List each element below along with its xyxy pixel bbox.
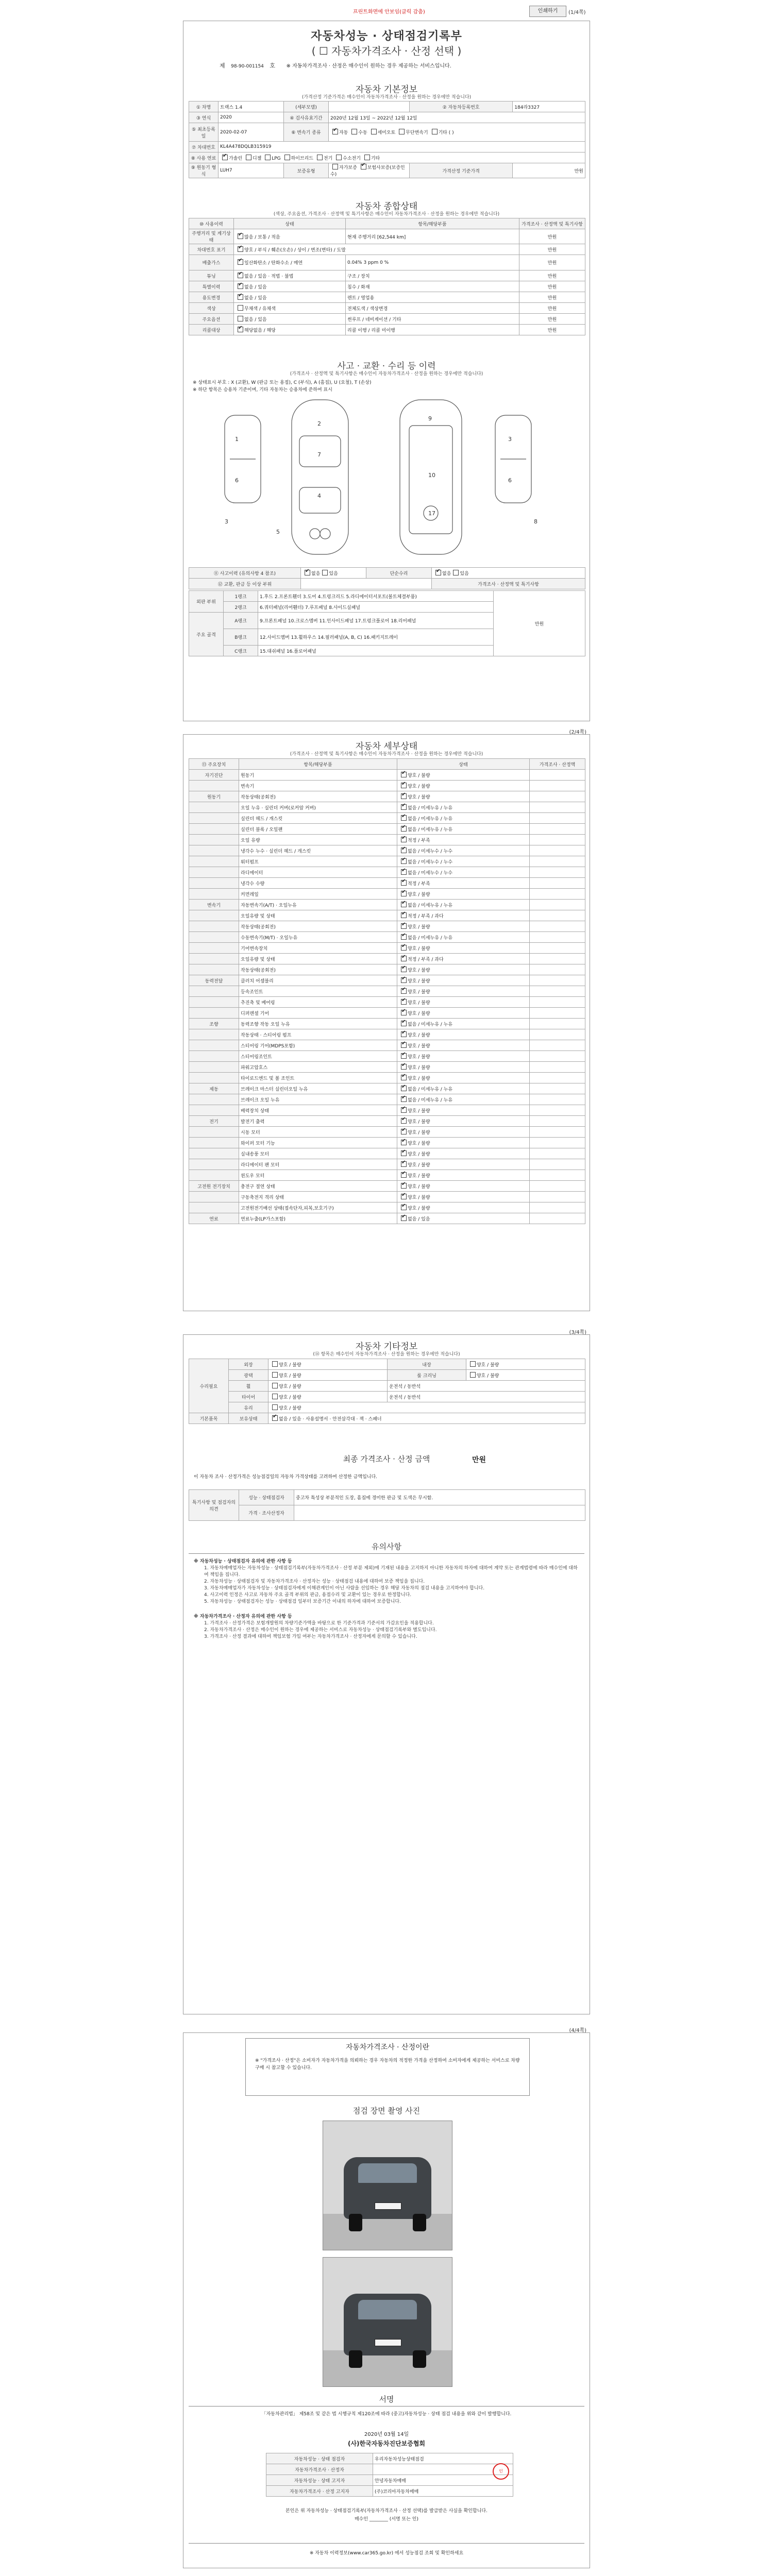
svg-text:17: 17 bbox=[428, 510, 435, 517]
status-checkbox[interactable] bbox=[401, 1107, 407, 1113]
signature-text: 「자동차관리법」 제58조 및 같은 법 시행규칙 제120조에 따라 (중고)자동차성능 · 상태 점검 내용을 위와 같이 발행합니다. bbox=[261, 2412, 512, 2417]
basic-info-table: ① 차명 트랙스 1.4 (세부모델) ② 자동차등록번호 184라3327 ③ 연식 2020 ④ 검사유효기간 2020년 12월 13일 ~ 2022년 12월 12일 ⑤ 최초등록일 2020-02-07 ⑥ 변속기 종류 ✔ 자동 수동 세미오토 무단변속기 기타 ( ) ⑦ 차대번호 KL4A478DQLB315919 ⑧ 사용 연료 ✔ 가솔린 디젤 LPG 하이브리드 전기 수소전기 기타 ⑨ 원동기 형식 LUH7 보증유형 자가보증 ✔ 보험사보증(보증인수) 가격산정 기준가격 만원 bbox=[189, 101, 585, 178]
transmission-options: ✔ 자동 수동 세미오토 무단변속기 기타 ( ) bbox=[329, 123, 585, 142]
svg-text:6: 6 bbox=[235, 477, 239, 484]
status-checkbox[interactable] bbox=[401, 1010, 407, 1015]
status-checkbox[interactable] bbox=[401, 1161, 407, 1167]
status-checkbox[interactable] bbox=[401, 837, 407, 842]
status-checkbox[interactable] bbox=[401, 1064, 407, 1070]
detail-row: 실린더 헤드 / 개스킷 ✔ 없음 / 미세누유 / 누유 bbox=[189, 813, 585, 824]
status-checkbox[interactable] bbox=[401, 804, 407, 810]
svg-text:6: 6 bbox=[508, 477, 512, 484]
detail-row: 원동기 작동상태(공회전) ✔ 양호 / 불량 bbox=[189, 791, 585, 802]
document-subtitle: ( ☐ 자동차가격조사 · 산정 선택 ) bbox=[311, 45, 462, 57]
status-checkbox[interactable] bbox=[401, 945, 407, 951]
status-checkbox[interactable] bbox=[401, 1096, 407, 1102]
detail-row: 라디에이터 팬 모터 ✔ 양호 / 불량 bbox=[189, 1159, 585, 1170]
detail-row: 냉각수 누수 · 실린더 헤드 / 개스킷 ✔ 없음 / 미세누수 / 누수 bbox=[189, 845, 585, 856]
status-checkbox[interactable] bbox=[401, 1031, 407, 1037]
price-service-box: 자동차가격조사 · 산정이란 ※ "가격조사 · 산정"은 소비자가 자동차가격을 의뢰하는 경우 자동차의 적정한 가격을 산정하여 소비자에게 제공하는 서비스로 차량 구매 시 참고할 수 있습니다. bbox=[245, 2038, 530, 2096]
signature-title: 서명 bbox=[379, 2395, 394, 2404]
detail-row: 오일유량 및 상태 ✔ 적정 / 부족 / 과다 bbox=[189, 910, 585, 921]
status-checkbox[interactable] bbox=[401, 967, 407, 972]
page-1 bbox=[183, 21, 590, 721]
car-diagram-svg bbox=[214, 395, 560, 560]
detail-row: 연료 연료누출(LP가스포함) ✔ 없음 / 있음 bbox=[189, 1213, 585, 1224]
other-info-title: 자동차 기타정보 bbox=[355, 1342, 418, 1352]
status-checkbox[interactable] bbox=[401, 1118, 407, 1124]
status-checkbox[interactable] bbox=[401, 880, 407, 886]
detail-row: 커먼레일 ✔ 양호 / 불량 bbox=[189, 889, 585, 900]
buyer-sign: 매수인 ________ (서명 또는 인) bbox=[354, 2517, 419, 2522]
status-checkbox[interactable] bbox=[401, 912, 407, 918]
status-checkbox[interactable] bbox=[401, 999, 407, 1005]
svg-text:8: 8 bbox=[534, 518, 537, 525]
status-checkbox[interactable] bbox=[401, 1150, 407, 1156]
svg-text:1: 1 bbox=[235, 436, 239, 443]
status-checkbox[interactable] bbox=[401, 1042, 407, 1048]
inspection-photo-1 bbox=[323, 2121, 452, 2250]
legend-text-2: ※ 하단 항목은 승용차 기준이며, 기타 자동차는 승용차에 준하여 표시 bbox=[193, 387, 332, 393]
inspector-opinion-table: 특기사항 및 점검자의 의견 성능 · 상태점검자 중고차 특성상 부분적인 도장, 흠집에 경미한 판금 및 도색은 무시함. 가격 · 조사산정자 bbox=[189, 1489, 585, 1521]
car-diagram bbox=[214, 395, 560, 570]
doc-number: 98-90-001154 bbox=[231, 64, 264, 69]
detail-row: 등속조인트 ✔ 양호 / 불량 bbox=[189, 986, 585, 997]
other-info-table: 수리필요 외장 양호 / 불량 내장 양호 / 불량 광택 양호 / 불량 룸 크리닝 양호 / 불량 휠 양호 / 불량 운전석 / 동반석 타이어 양호 / 불량 운전석 / 동반석 유리 양호 / 불량 기본품목 보유상태 ✔ 없음 / 있음 · 사용설명서 · 안전삼각대 · 잭 · 스패너 bbox=[189, 1359, 585, 1424]
detail-row: 자기진단 원동기 ✔ 양호 / 불량 bbox=[189, 770, 585, 781]
detail-row: 변속기 ✔ 양호 / 불량 bbox=[189, 781, 585, 791]
svg-text:10: 10 bbox=[428, 472, 435, 479]
detail-status-note: (가격조사 · 산정액 및 특기사항은 매수인이 자동차가격조사 · 산정을 원하는 경우에만 적습니다) bbox=[290, 752, 483, 757]
detail-row: 제동 브레이크 마스터 실린더오일 누유 ✔ 없음 / 미세누유 / 누유 bbox=[189, 1083, 585, 1094]
status-checkbox[interactable] bbox=[401, 1075, 407, 1080]
detail-row: 작동상태(공회전) ✔ 양호 / 불량 bbox=[189, 964, 585, 975]
detail-row: 고전원전기배선 상태(접속단자,피복,보호기구) ✔ 양호 / 불량 bbox=[189, 1202, 585, 1213]
service-notice: ※ 자동차가격조사 · 산정은 매수인이 원하는 경우 제공하는 서비스입니다. bbox=[286, 63, 451, 69]
detail-row: 타이로드엔드 및 볼 조인트 ✔ 양호 / 불량 bbox=[189, 1073, 585, 1083]
detail-row: 스티어링조인트 ✔ 양호 / 불량 bbox=[189, 1051, 585, 1062]
detail-row: 시동 모터 ✔ 양호 / 불량 bbox=[189, 1127, 585, 1138]
notes-title: 유의사항 bbox=[372, 1542, 401, 1551]
status-checkbox[interactable] bbox=[401, 826, 407, 832]
panel-rank-table: 외판 부위 1랭크 1.후드 2.프론트휀더 3.도어 4.트렁크리드 5.라디에이터서포트(볼트체결부품) 만원 2랭크 6.쿼터패널(리어휀더) 7.루프패널 8.사이드실패널 주요 골격 A랭크 9.프론트패널 10.크로스멤버 11.인사이드패널 17.트렁크플로어 18.리어패널 B랭크 12.사이드멤버 13.휠하우스 14.필러패널(A, B, C) 16.패키지트레이 C랭크 15.대쉬패널 16.플로어패널 bbox=[189, 590, 585, 656]
svg-text:3: 3 bbox=[225, 518, 228, 525]
status-checkbox[interactable] bbox=[401, 977, 407, 983]
svg-text:2: 2 bbox=[317, 420, 321, 427]
print-button[interactable]: 인쇄하기 bbox=[529, 6, 566, 17]
status-checkbox[interactable] bbox=[401, 1129, 407, 1134]
status-checkbox[interactable] bbox=[401, 772, 407, 777]
overall-status-note: (색상, 주요옵션, 가격조사 · 산정액 및 특기사항은 매수인이 자동차가격조사 · 산정을 원하는 경우에만 적습니다) bbox=[273, 212, 500, 217]
legend-text: ※ 상태표시 부호 : X (교환), W (판금 또는 용접), C (부식), A (흠집), U (요철), T (손상) bbox=[193, 380, 372, 385]
inspection-photo-2 bbox=[323, 2257, 452, 2387]
overall-status-table: ⑩ 사용이력 상태 항목/해당부품 가격조사 · 산정액 및 특기사항 주행거리 및 계기상태 ✔많음 / 보통 / 적음 현재 주행거리 [62,544 km] 만원 차대번호 표기 ✔ 양호 / 부식 / 훼손(오손) / 상이 / 변조(변타) / 도말 만원 배출가스 ✔ 일산화탄소 / 탄화수소 / 매연 0.04% 3 ppm 0 % 만원 튜닝 ✔ 없음 / 있음 · 적법 · 불법 구조 / 장치 만원 특별이력 ✔ 없음 / 있음 침수 / 화재 만원 용도변경 ✔ 없음 / 있음 렌트 / 영업용 만원 색상 무채색 / 유채색 전체도색 / 색상변경 만원 주요옵션 없음 / 있음 썬루프 / 네비게이션 / 기타 만원 리콜대상 ✔ 해당없음 / 해당 리콜 이행 / 리콜 미이행 만원 bbox=[189, 218, 585, 335]
svg-text:5: 5 bbox=[276, 529, 280, 535]
doc-number-row: 제 98-90-001154 호 ※ 자동차가격조사 · 산정은 매수인이 원하는 경우 제공하는 서비스입니다. bbox=[220, 62, 451, 69]
status-checkbox[interactable] bbox=[401, 1183, 407, 1189]
status-checkbox[interactable] bbox=[401, 1215, 407, 1221]
detail-row: 스티어링 기어(MDPS포함) ✔ 양호 / 불량 bbox=[189, 1040, 585, 1051]
detail-row: 워터펌프 ✔ 없음 / 미세누수 / 누수 bbox=[189, 856, 585, 867]
other-info-note: (⑭ 항목은 매수인이 자동차가격조사 · 산정을 원하는 경우에만 적습니다) bbox=[313, 1352, 460, 1357]
detail-row: 조향 동력조향 작동 오일 누유 ✔ 없음 / 미세누유 / 누유 bbox=[189, 1019, 585, 1029]
detail-row: 동력전달 클러치 어셈블리 ✔ 양호 / 불량 bbox=[189, 975, 585, 986]
page-4 bbox=[183, 2028, 590, 2568]
detail-row: 작동상태(공회전) ✔ 양호 / 불량 bbox=[189, 921, 585, 932]
final-price-value: 만원 bbox=[472, 1456, 486, 1464]
status-checkbox[interactable] bbox=[401, 858, 407, 864]
page-3-label: (3/4쪽) bbox=[569, 1330, 586, 1335]
status-checkbox[interactable] bbox=[401, 815, 407, 821]
overall-status-title: 자동차 종합상태 bbox=[355, 201, 418, 212]
status-checkbox[interactable] bbox=[401, 988, 407, 994]
page-2 bbox=[183, 730, 590, 1311]
basic-info-note: (가격산정 기준가격은 매수인이 자동차가격조사 · 산정을 원하는 경우에만 적습니다) bbox=[301, 95, 472, 100]
status-checkbox[interactable] bbox=[401, 891, 407, 896]
status-checkbox[interactable] bbox=[401, 1194, 407, 1199]
top-bar bbox=[183, 4, 590, 18]
detail-row: 디퍼렌셜 기어 ✔ 양호 / 불량 bbox=[189, 1008, 585, 1019]
buyer-confirm: 본인은 위 자동차성능 · 상태점검기록부(자동차가격조사 · 산정 선택)를 발급받은 사실을 확인합니다. bbox=[285, 2509, 488, 2514]
detail-row: 배력장치 상태 ✔ 양호 / 불량 bbox=[189, 1105, 585, 1116]
detail-row: 오일 누유 · 실린더 커버(로커암 커버) ✔ 없음 / 미세누유 / 누유 bbox=[189, 802, 585, 813]
status-checkbox[interactable] bbox=[401, 1172, 407, 1178]
status-checkbox[interactable] bbox=[401, 1021, 407, 1026]
status-checkbox[interactable] bbox=[401, 923, 407, 929]
status-checkbox[interactable] bbox=[401, 956, 407, 961]
detail-row: 오일유량 및 상태 ✔ 적정 / 부족 / 과다 bbox=[189, 954, 585, 964]
svg-text:9: 9 bbox=[428, 415, 432, 422]
status-checkbox[interactable] bbox=[401, 1053, 407, 1059]
status-checkbox[interactable] bbox=[401, 869, 407, 875]
detail-row: 윈도우 모터 ✔ 양호 / 불량 bbox=[189, 1170, 585, 1181]
detail-row: 작동상태 · 스티어링 펌프 ✔ 양호 / 불량 bbox=[189, 1029, 585, 1040]
notes-block: ※ 자동차성능 · 상태점검자 유의에 관한 사항 등 1. 자동차매매업자는 자동차성능 · 상태점검기록부(자동차가격조사 · 산정 부분 제외)에 기재된 내용을 고지하지 아니한 자동차의 하자에 대하여 계약 또는 관계법령에 따라 매수인에 대하여 책임을 집니다. 2. 자동차성능 · 상태점검자 및 자동차가격조사 · 산정자는 성능 · 상태점검 내용에 대하여 보증 책임을 집니다. 3. 자동차매매업자가 자동차성능 · 상태점검자에게 이해관계인이 아닌 사람을 선임하는 경우 해당 자동차의 점검 내용을 고지하여야 합니다. 4. 사고이력 인정은 사고로 자동차 주요 골격 부위의 판금, 용접수리 및 교환이 있는 경우로 한정합니다. 5. 자동차성능 · 상태점검자는 성능 · 상태점검 일부터 보증기간 이내의 하자에 대하여 보증합니다. ※ 자동차가격조사 · 산정자 유의에 관한 사항 등 1. 가격조사 · 산정가격은 보험개발원의 차량기준가액을 바탕으로 한 기준가격과 기준서의 가감요인을 적용합니다. 2. 자동차가격조사 · 산정은 매수인이 원하는 경우에 제공하는 서비스로 자동차성능 · 상태점검기록부와 별도입니다. 3. 가격조사 · 산정 결과에 대하여 책임보험 가입 여부는 자동차가격조사 · 산정자에게 문의할 수 있습니다. bbox=[194, 1559, 578, 1639]
basic-info-title: 자동차 기본정보 bbox=[355, 84, 418, 95]
accident-history-title: 사고 · 교환 · 수리 등 이력 bbox=[337, 361, 436, 371]
detail-row: 수동변속기(M/T) · 오일누유 ✔ 없음 / 미세누유 / 누유 bbox=[189, 932, 585, 943]
print-notice[interactable]: 프린트화면에 안보임(클릭 감춤) bbox=[353, 9, 425, 15]
detail-row: 기어변속장치 ✔ 양호 / 불량 bbox=[189, 943, 585, 954]
page-4-label: (4/4쪽) bbox=[569, 2028, 586, 2033]
page-label: (1/4쪽) bbox=[568, 10, 586, 15]
status-checkbox[interactable] bbox=[401, 848, 407, 853]
fuel-options: ✔ 가솔린 디젤 LPG 하이브리드 전기 수소전기 기타 bbox=[219, 152, 585, 163]
status-checkbox[interactable] bbox=[401, 1205, 407, 1210]
detail-row: 고전원 전기장치 충전구 절연 상태 ✔ 양호 / 불량 bbox=[189, 1181, 585, 1192]
final-price-title: 최종 가격조사 · 산정 금액 bbox=[343, 1454, 430, 1464]
document-title: 자동차성능 · 상태점검기록부 bbox=[311, 30, 462, 43]
status-checkbox[interactable] bbox=[401, 783, 407, 788]
photos-title: 점검 장면 촬영 사진 bbox=[352, 2106, 421, 2115]
page-3 bbox=[183, 1330, 590, 2014]
accident-history-note: (가격조사 · 산정액 및 특기사항은 매수인이 자동차가격조사 · 산정을 원하는 경우에만 적습니다) bbox=[290, 371, 483, 377]
detail-row: 브레이크 오일 누유 ✔ 없음 / 미세누유 / 누유 bbox=[189, 1094, 585, 1105]
detail-row: 파워고압호스 ✔ 양호 / 불량 bbox=[189, 1062, 585, 1073]
svg-text:3: 3 bbox=[508, 436, 512, 443]
detail-row: 변속기 자동변속기(A/T) · 오일누유 ✔ 없음 / 미세누유 / 누유 bbox=[189, 900, 585, 910]
detail-row: 라디에이터 ✔ 없음 / 미세누수 / 누수 bbox=[189, 867, 585, 878]
issue-date: 2020년 03월 14일 bbox=[364, 2432, 409, 2437]
accident-table: ⑪ 사고이력 (유의사항 4 참조) ✔ 없음 있음 단순수리 ✔ 없음 있음 ⑫ 교환, 판금 등 이상 부위 가격조사 · 산정액 및 특기사항 bbox=[189, 567, 585, 589]
history-link[interactable]: ※ 자동차 이력정보(www.car365.go.kr) 에서 성능점검 조회 및 확인하세요 bbox=[309, 2551, 464, 2556]
seal-stamp: 인 bbox=[493, 2463, 509, 2480]
page-2-label: (2/4쪽) bbox=[569, 730, 586, 735]
status-checkbox[interactable] bbox=[401, 1086, 407, 1091]
detail-row: 전기 발전기 출력 ✔ 양호 / 불량 bbox=[189, 1116, 585, 1127]
checkbox-auto[interactable] bbox=[332, 129, 338, 134]
detail-row: 구동축전지 격리 상태 ✔ 양호 / 불량 bbox=[189, 1192, 585, 1202]
svg-text:7: 7 bbox=[317, 451, 321, 458]
detail-status-table: ⑬ 주요장치 항목/해당부품 상태 가격조사 · 산정액 자기진단 원동기 ✔ 양호 / 불량 변속기 ✔ 양호 / 불량 원동기 작동상태(공회전) ✔ 양호 / 불량 오일 누유 · 실린더 커버(로커암 커버) ✔ 없음 / 미세누유 / 누유 실린더 헤드 / 개스킷 ✔ 없음 / 미세누유 / 누유 실린더 블록 / 오일팬 ✔ 없음 / 미세누유 / 누유 오일 유량 ✔ 적정 / 부족 냉각수 누수 · 실린더 헤드 / 개스킷 ✔ 없음 / 미세누수 / 누수 워터펌프 ✔ 없음 / 미세누수 / 누수 라디에이터 ✔ 없음 / 미세누수 / 누수 냉각수 수량 ✔ 적정 / 부족 커먼레일 ✔ 양호 / 불량 변속기 자동변속기(A/T) · 오일누유 ✔ 없음 / 미세누유 / 누유 오일유량 및 상태 ✔ 적정 / 부족 / 과다 작동상태(공회전) ✔ 양호 / 불량 수동변속기(M/T) · 오일누유 ✔ 없음 / 미세누유 / 누유 기어변속장치 ✔ 양호 / 불량 오일유량 및 상태 ✔ 적정 / 부족 / 과다 작동상태(공회전) ✔ 양호 / 불량 동력전달 클러치 어셈블리 ✔ 양호 / 불량 등속조인트 ✔ 양호 / 불량 추진축 및 베어링 ✔ 양호 / 불량 디퍼렌셜 기어 ✔ 양호 / 불량 조향 동력조향 작동 오일 누유 ✔ 없음 / 미세누유 / 누유 작동상태 · 스티어링 펌프 ✔ 양호 / 불량 스티어링 기어(MDPS포함) ✔ 양호 / 불량 스티어링조인트 ✔ 양호 / 불량 파워고압호스 ✔ 양호 / 불량 타이로드엔드 및 볼 조인트 ✔ 양호 / 불량 제동 브레이크 마스터 실린더오일 누유 ✔ 없음 / 미세누유 / 누유 브레이크 오일 누유 ✔ 없음 / 미세누유 / 누유 배력장치 상태 ✔ 양호 / 불량 전기 발전기 출력 ✔ 양호 / 불량 시동 모터 ✔ 양호 / 불량 와이퍼 모터 기능 ✔ 양호 / 불량 실내송풍 모터 ✔ 양호 / 불량 라디에이터 팬 모터 ✔ 양호 / 불량 윈도우 모터 ✔ 양호 / 불량 고전원 전기장치 충전구 절연 상태 ✔ 양호 / 불량 구동축전지 격리 상태 ✔ 양호 / 불량 고전원전기배선 상태(접속단자,피복,보호기구) ✔ 양호 / 불량 연료 연료누출(LP가스포함) ✔ 없음 / 있음 bbox=[189, 758, 585, 1224]
final-price-note: 이 자동차 조사 · 산정가격은 성능점검일의 자동차 가격상태를 고려하여 산정한 금액입니다. bbox=[194, 1475, 378, 1480]
status-checkbox[interactable] bbox=[401, 793, 407, 799]
detail-row: 와이퍼 모터 기능 ✔ 양호 / 불량 bbox=[189, 1138, 585, 1148]
detail-row: 실내송풍 모터 ✔ 양호 / 불량 bbox=[189, 1148, 585, 1159]
detail-status-title: 자동차 세부상태 bbox=[355, 741, 418, 752]
company-name: (사)한국자동차진단보증협회 bbox=[347, 2440, 426, 2447]
detail-row: 냉각수 수량 ✔ 적정 / 부족 bbox=[189, 878, 585, 889]
detail-row: 오일 유량 ✔ 적정 / 부족 bbox=[189, 835, 585, 845]
status-checkbox[interactable] bbox=[401, 934, 407, 940]
status-checkbox[interactable] bbox=[401, 1140, 407, 1145]
status-checkbox[interactable] bbox=[401, 902, 407, 907]
detail-row: 실린더 블록 / 오일팬 ✔ 없음 / 미세누유 / 누유 bbox=[189, 824, 585, 835]
svg-text:4: 4 bbox=[317, 493, 321, 499]
detail-row: 추진축 및 베어링 ✔ 양호 / 불량 bbox=[189, 997, 585, 1008]
signer-table: 자동차성능 · 상태 점검자 우리자동차성능상태점검 자동차가격조사 · 산정자 자동차성능 · 상태 고지자 안녕자동차매매 자동차가격조사 · 산정 고지자 (주)코리아자동차매매 bbox=[266, 2453, 513, 2497]
